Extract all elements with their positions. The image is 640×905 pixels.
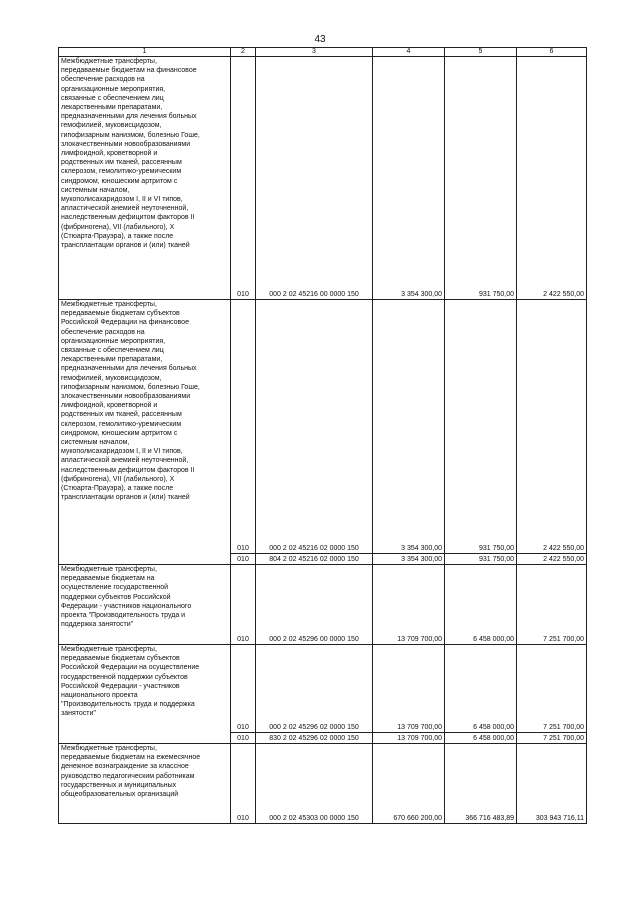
value-col6-cell: 2 422 550,00 <box>517 57 587 300</box>
value-col4-cell: 3 354 300,00 <box>373 300 445 554</box>
budget-code-cell: 000 2 02 45216 02 0000 150 <box>256 300 373 554</box>
column-header: 6 <box>517 48 587 57</box>
column-header: 3 <box>256 48 373 57</box>
budget-code-cell: 804 2 02 45216 02 0000 150 <box>256 554 373 565</box>
admin-code-cell: 010 <box>231 565 256 645</box>
column-header: 4 <box>373 48 445 57</box>
value-col6-cell: 7 251 700,00 <box>517 565 587 645</box>
column-header: 5 <box>445 48 517 57</box>
value-col4-cell: 13 709 700,00 <box>373 645 445 733</box>
table-row <box>59 565 587 645</box>
admin-code-cell: 010 <box>231 744 256 824</box>
column-header: 2 <box>231 48 256 57</box>
value-col6-cell: 2 422 550,00 <box>517 554 587 565</box>
budget-code-cell: 000 2 02 45216 00 0000 150 <box>256 57 373 300</box>
budget-code-cell: 000 2 02 45296 00 0000 150 <box>256 565 373 645</box>
value-col5-cell: 6 458 000,00 <box>445 645 517 733</box>
admin-code-cell: 010 <box>231 733 256 744</box>
budget-table <box>58 47 587 824</box>
budget-code-cell: 830 2 02 45296 02 0000 150 <box>256 733 373 744</box>
value-col6-cell: 303 943 716,11 <box>517 744 587 824</box>
row-description: Межбюджетные трансферты, передаваемые бюджетам субъектов Российской Федерации на финансовое обеспечение расходов на организационные мероприятия, связанные с обеспечением лиц лекарственными препаратами, предназначенными для лечения больных гемофилией, муковисцидозом, гипофизарным нанизмом, болезнью Гоше, злокачественными новообразованиями лимфоидной, кроветворной и родственных им тканей, рассеянным склерозом, гемолитико-уремическим синдромом, юношеским артритом с системным началом, мукополисахаридозом I, II и VI типов, апластической анемией неуточненной, наследственным дефицитом факторов II (фибриногена), VII (лабильного), X (Стюарта-Прауэра), а также после трансплантации органов и (или) тканей <box>59 300 231 565</box>
table-row <box>59 645 587 733</box>
table-row <box>59 57 587 300</box>
column-header: 1 <box>59 48 231 57</box>
admin-code-cell: 010 <box>231 645 256 733</box>
row-description: Межбюджетные трансферты, передаваемые бюджетам субъектов Российской Федерации на осуществление государственной поддержки субъектов Российской Федерации - участников национального проекта "Производительность труда и поддержка занятости" <box>59 645 231 744</box>
value-col5-cell: 931 750,00 <box>445 554 517 565</box>
value-col5-cell: 931 750,00 <box>445 57 517 300</box>
value-col5-cell: 6 458 000,00 <box>445 733 517 744</box>
value-col4-cell: 3 354 300,00 <box>373 57 445 300</box>
value-col4-cell: 3 354 300,00 <box>373 554 445 565</box>
admin-code-cell: 010 <box>231 554 256 565</box>
page-number: 43 <box>314 34 326 45</box>
row-description: Межбюджетные трансферты, передаваемые бюджетам на осуществление государственной поддержки субъектов Российской Федерации - участников национального проекта "Производительность труда и поддержка занятости" <box>59 565 231 645</box>
budget-code-cell: 000 2 02 45296 02 0000 150 <box>256 645 373 733</box>
row-description: Межбюджетные трансферты, передаваемые бюджетам на финансовое обеспечение расходов на организационные мероприятия, связанные с обеспечением лиц лекарственными препаратами, предназначенными для лечения больных гемофилией, муковисцидозом, гипофизарным нанизмом, болезнью Гоше, злокачественными новообразованиями лимфоидной, кроветворной и родственных им тканей, рассеянным склерозом, гемолитико-уремическим синдромом, юношеским артритом с системным началом, мукополисахаридозом I, II и VI типов, апластической анемией неуточненной, наследственным дефицитом факторов II (фибриногена), VII (лабильного), X (Стюарта-Прауэра), а также после трансплантации органов и (или) тканей <box>59 57 231 300</box>
budget-code-cell: 000 2 02 45303 00 0000 150 <box>256 744 373 824</box>
value-col5-cell: 366 716 483,89 <box>445 744 517 824</box>
value-col5-cell: 931 750,00 <box>445 300 517 554</box>
table-row <box>59 744 587 824</box>
row-description: Межбюджетные трансферты, передаваемые бюджетам на ежемесячное денежное вознаграждение за классное руководство педагогическим работникам государственных и муниципальных общеобразовательных организаций <box>59 744 231 824</box>
admin-code-cell: 010 <box>231 300 256 554</box>
value-col5-cell: 6 458 000,00 <box>445 565 517 645</box>
value-col4-cell: 670 660 200,00 <box>373 744 445 824</box>
value-col6-cell: 7 251 700,00 <box>517 733 587 744</box>
table-header-row <box>59 48 587 57</box>
value-col4-cell: 13 709 700,00 <box>373 733 445 744</box>
value-col4-cell: 13 709 700,00 <box>373 565 445 645</box>
value-col6-cell: 2 422 550,00 <box>517 300 587 554</box>
value-col6-cell: 7 251 700,00 <box>517 645 587 733</box>
table-row <box>59 300 587 554</box>
admin-code-cell: 010 <box>231 57 256 300</box>
